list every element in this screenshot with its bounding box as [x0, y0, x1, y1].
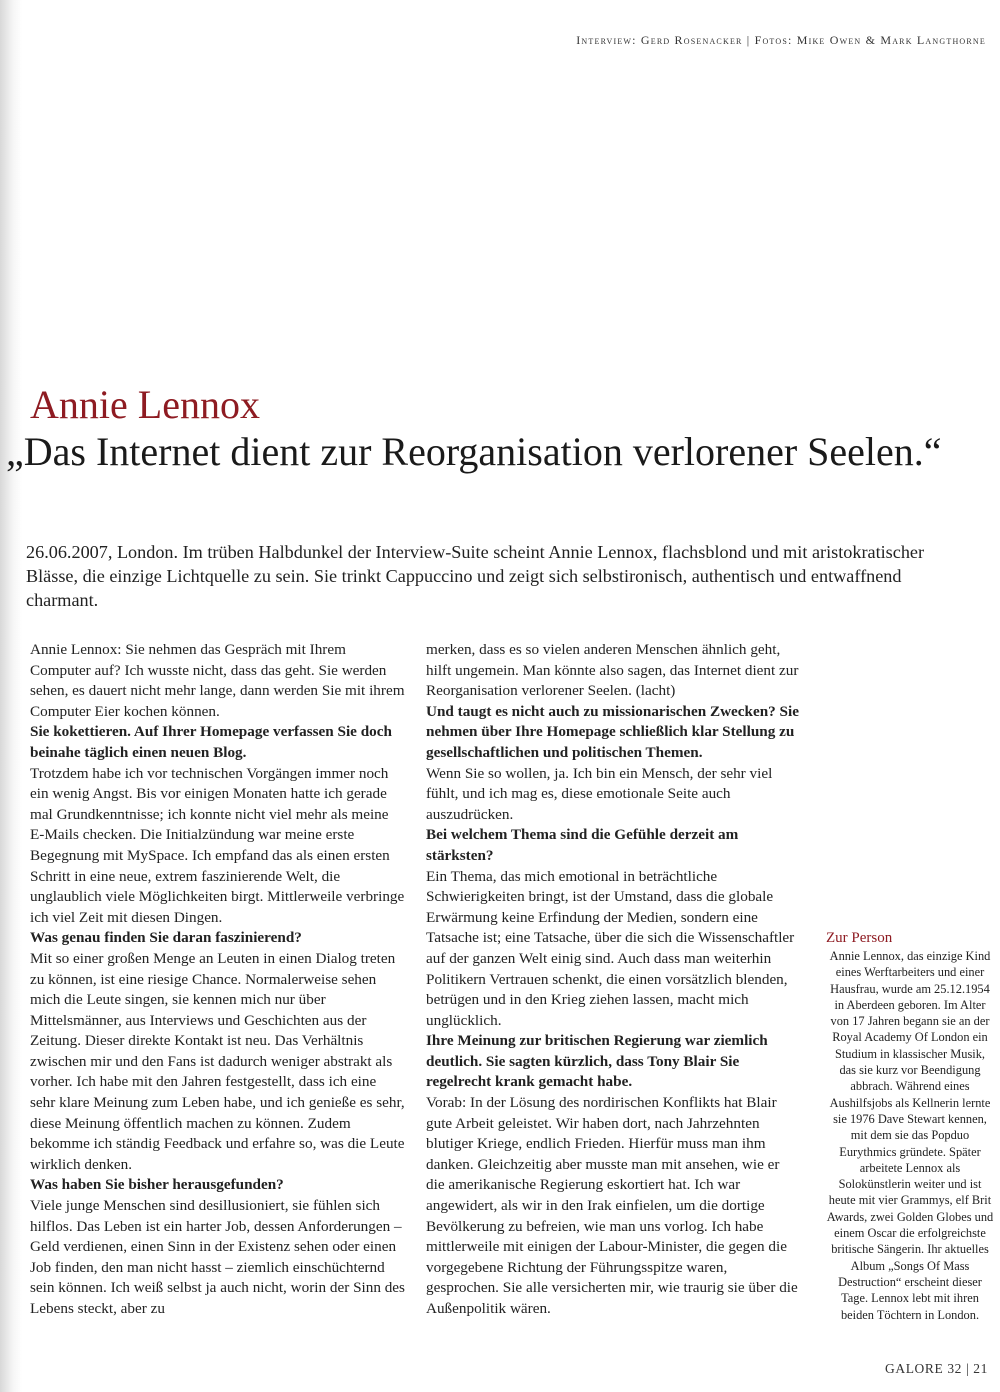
answer-paragraph: Ein Thema, das mich emotional in beträchtliche Schwierigkeiten bringt, ist der Umstand, dass die globale Erwärmung keine Erfindung der Medien, sondern eine Tatsache ist; eine Tatsache, über die sich die Wissenschaftler auf der ganzen Welt einig sind. Auch dass man weiterhin Politikern Vertrauen schenkt, die einen vorsätzlich blenden, betrügen und in den Krieg ziehen lassen, macht mich unglücklich.	[426, 867, 795, 1029]
answer-paragraph: merken, dass es so vielen anderen Menschen ähnlich geht, hilft ungemein. Man könnte also sagen, das Internet dient zur Reorganisation verlorener Seelen. (lacht)	[426, 641, 799, 700]
question-paragraph: Was haben Sie bisher herausgefunden?	[30, 1176, 284, 1194]
interviewee-name: Annie Lennox	[30, 382, 260, 427]
question-paragraph: Was genau finden Sie daran faszinierend?	[30, 929, 302, 947]
photo-credit: Interview: Gerd Rosenacker | Fotos: Mike Owen & Mark Langthorne	[576, 33, 986, 47]
question-paragraph: Bei welchem Thema sind die Gefühle derzeit am stärksten?	[426, 826, 739, 864]
article-lead: 26.06.2007, London. Im trüben Halbdunkel der Interview-Suite scheint Annie Lennox, flachsblond und mit aristokratischer Blässe, die einzige Lichtquelle zu sein. Sie trinkt Cappuccino und zeigt sich selbstironisch, authentisch und entwaffnend charmant.	[26, 542, 925, 610]
question-paragraph: Ihre Meinung zur britischen Regierung war ziemlich deutlich. Sie sagten kürzlich, dass Tony Blair Sie regelrecht krank gemacht habe.	[426, 1032, 768, 1091]
sidebar-bio-text: Annie Lennox, das einzige Kind eines Werftarbeiters und einer Hausfrau, wurde am 25.12.1954 in Aberdeen geboren. Im Alter von 17 Jahren begann sie an der Royal Academy Of London ein Studium in klassischer Musik, das sie kurz vor Beendigung abbrach. Während eines Aushilfsjobs als Kellnerin lernte sie 1976 Dave Stewart kennen, mit dem sie das Popduo Eurythmics gründete. Später arbeitete Lennox als Solokünstlerin weiter und ist heute mit vier Grammys, elf Brit Awards, zwei Golden Globes und einem Oscar die erfolgreichste britische Sängerin. Ihr aktuelles Album „Songs Of Mass Destruction“ erscheint dieser Tage. Lennox lebt mit ihren beiden Töchtern in London.	[826, 949, 994, 1322]
page-footer: GALORE 32 | 21	[885, 1361, 988, 1376]
question-paragraph: Und taugt es nicht auch zu missionarischen Zwecken? Sie nehmen über Ihre Homepage schließlich klar Stellung zu gesellschaftlichen und politischen Themen.	[426, 702, 799, 761]
answer-paragraph: Trotzdem habe ich vor technischen Vorgängen immer noch ein wenig Angst. Bis vor einigen Monaten hatte ich gerade mal Grundkenntnisse; ich konnte nicht viel mehr als meine E-Mails checken. Die Initialzündung war meine erste Begegnung mit MySpace. Ich empfand das als einen ersten Schritt in eine neue, extrem faszinierende Welt, die unglaublich viele Möglichkeiten birgt. Mittlerweile verbringe ich viel Zeit mit diesen Dingen.	[30, 764, 405, 926]
page-gutter-shadow	[0, 0, 22, 1392]
question-paragraph: Sie kokettieren. Auf Ihrer Homepage verfassen Sie doch beinahe täglich einen neuen Blog.	[30, 723, 392, 761]
answer-paragraph: Viele junge Menschen sind desillusioniert, sie fühlen sich hilflos. Das Leben ist ein harter Job, dessen Anforderungen – Geld verdienen, einen Sinn in der Existenz sehen oder einen Job finden, den man nicht hasst – ziemlich einschüchternd sein können. Ich weiß selbst ja auch nicht, worin der Sinn des Lebens steckt, aber zu	[30, 1197, 405, 1317]
headline-quote: „Das Internet dient zur Reorganisation verlorener Seelen.“	[6, 429, 942, 474]
answer-paragraph: Wenn Sie so wollen, ja. Ich bin ein Mensch, der sehr viel fühlt, und ich mag es, diese emotionale Seite auch auszudrücken.	[426, 764, 773, 823]
answer-paragraph: Annie Lennox: Sie nehmen das Gespräch mit Ihrem Computer auf? Ich wusste nicht, dass das geht. Sie werden sehen, es dauert nicht mehr lange, dann werden Sie mit ihrem Computer Eier kochen können.	[30, 641, 405, 720]
sidebar-title: Zur Person	[826, 930, 893, 946]
bio-sidebar	[826, 929, 994, 1323]
article-column-2	[426, 640, 801, 1320]
answer-paragraph: Vorab: In der Lösung des nordirischen Konflikts hat Blair gute Arbeit geleistet. Wir haben dort, nach Jahrzehnten blutiger Kriege, endlich Frieden. Hierfür muss man ihm danken. Gleichzeitig aber musste man mit ansehen, wie er die amerikanische Regierung eskortiert hat. Ich war angewidert, als wir in den Irak einfielen, um die dortige Bevölkerung zu befreien, wie man uns vorlog. Ich habe mittlerweile mit einigen der Labour-Minister, die gegen die vorgegebene Richtung der Führungsspitze waren, gesprochen. Sie alle versicherten mir, wie traurig sie über die Außenpolitik wären.	[426, 1094, 798, 1317]
article-column-1	[30, 640, 405, 1320]
answer-paragraph: Mit so einer großen Menge an Leuten in einen Dialog treten zu können, ist eine riesige Chance. Normalerweise sehen mich die Leute singen, sie kennen mich nur über Mittelsmänner, aus Interviews und Geschichten aus der Zeitung. Dieser direkte Kontakt ist neu. Das Verhältnis zwischen mir und den Fans ist dadurch weniger abstrakt als vorher. Ich habe mit den Jahren festgestellt, dass ich eine sehr klare Meinung zum Leben habe, und ich genieße es sehr, diese Meinung öffentlich machen zu können. Zudem bekomme ich ständig Feedback und erfahre so, was die Leute wirklich denken.	[30, 949, 405, 1173]
